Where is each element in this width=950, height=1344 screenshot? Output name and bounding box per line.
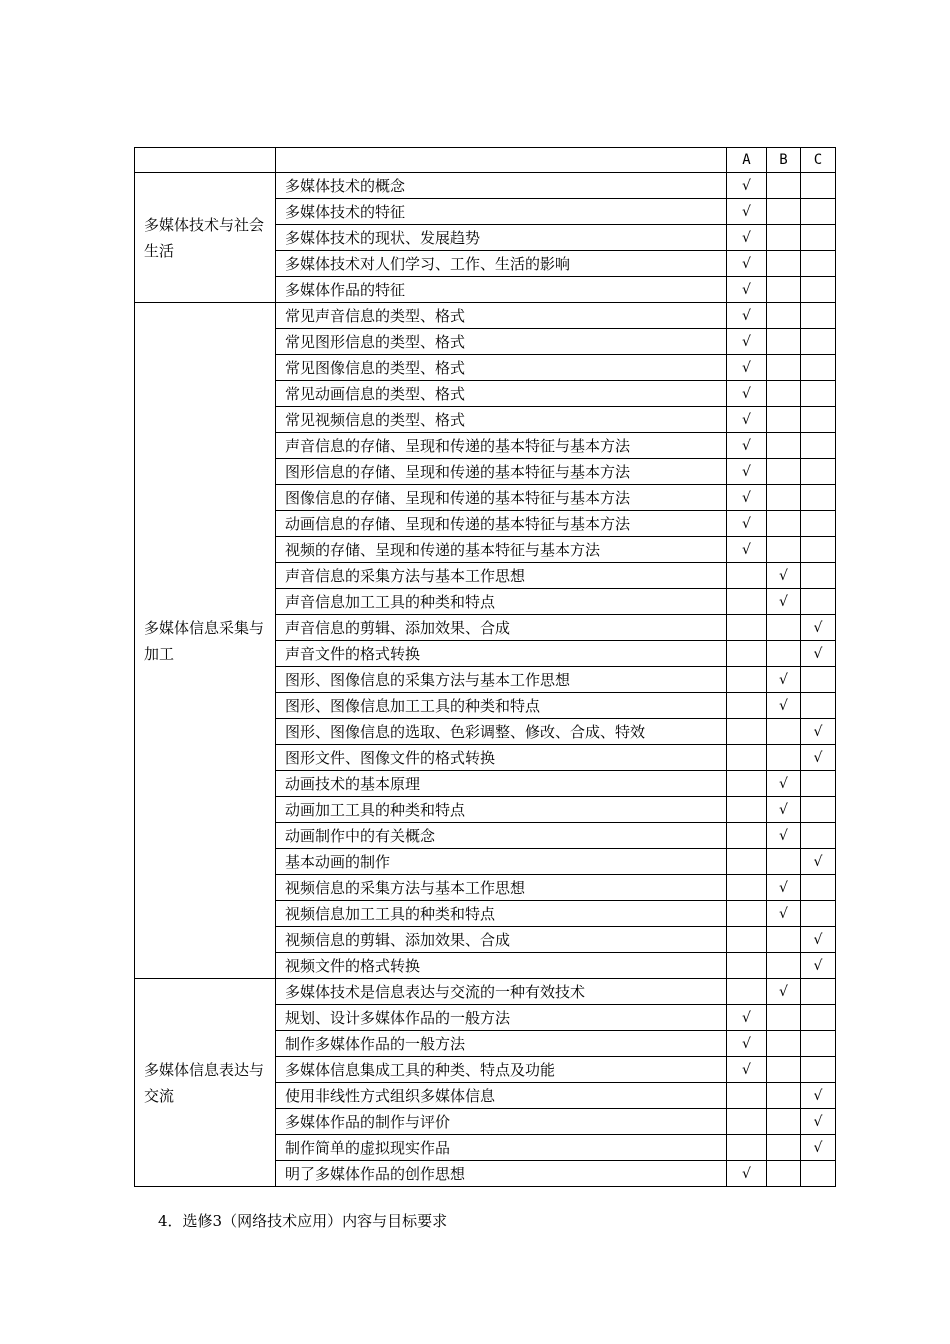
check-mark-icon: √ — [779, 827, 788, 844]
level-a-cell — [727, 1109, 767, 1135]
item-cell: 声音信息的剪辑、添加效果、合成 — [276, 615, 727, 641]
level-b-cell — [767, 1005, 801, 1031]
level-b-cell — [767, 355, 801, 381]
item-cell: 声音信息的存储、呈现和传递的基本特征与基本方法 — [276, 433, 727, 459]
check-mark-icon: √ — [742, 411, 751, 428]
level-b-cell — [767, 1135, 801, 1161]
check-mark-icon: √ — [742, 333, 751, 350]
level-c-cell — [801, 693, 836, 719]
item-cell: 声音信息的采集方法与基本工作思想 — [276, 563, 727, 589]
item-cell: 明了多媒体作品的创作思想 — [276, 1161, 727, 1187]
item-cell: 视频信息加工工具的种类和特点 — [276, 901, 727, 927]
check-mark-icon: √ — [813, 931, 823, 948]
level-b-cell — [767, 693, 801, 719]
check-mark-icon: √ — [742, 203, 751, 220]
level-a-cell — [727, 433, 767, 459]
level-c-cell — [801, 459, 836, 485]
level-b-cell — [767, 1161, 801, 1187]
level-c-cell — [801, 1109, 836, 1135]
level-a-cell — [727, 355, 767, 381]
level-b-cell — [767, 615, 801, 641]
level-a-cell — [727, 329, 767, 355]
level-b-cell — [767, 251, 801, 277]
level-b-cell — [767, 771, 801, 797]
level-a-cell — [727, 1031, 767, 1057]
level-a-cell — [727, 537, 767, 563]
level-a-cell — [727, 1161, 767, 1187]
level-c-cell — [801, 849, 836, 875]
table-header-row — [135, 148, 836, 173]
level-b-cell — [767, 927, 801, 953]
item-cell: 多媒体信息集成工具的种类、特点及功能 — [276, 1057, 727, 1083]
level-b-cell — [767, 199, 801, 225]
level-a-cell — [727, 667, 767, 693]
level-c-cell — [801, 953, 836, 979]
item-cell: 图像信息的存储、呈现和传递的基本特征与基本方法 — [276, 485, 727, 511]
item-cell: 图形、图像信息的采集方法与基本工作思想 — [276, 667, 727, 693]
check-mark-icon: √ — [742, 437, 751, 454]
check-mark-icon: √ — [742, 359, 751, 376]
level-a-cell — [727, 615, 767, 641]
item-cell: 多媒体技术是信息表达与交流的一种有效技术 — [276, 979, 727, 1005]
level-a-cell — [727, 875, 767, 901]
level-a-cell — [727, 459, 767, 485]
check-mark-icon: √ — [742, 515, 751, 532]
level-b-cell — [767, 589, 801, 615]
group-title: 多媒体信息表达与交流 — [135, 979, 276, 1187]
item-cell: 规划、设计多媒体作品的一般方法 — [276, 1005, 727, 1031]
level-a-cell — [727, 979, 767, 1005]
level-b-cell — [767, 563, 801, 589]
check-mark-icon: √ — [742, 1009, 751, 1026]
check-mark-icon: √ — [779, 775, 788, 792]
level-b-cell — [767, 381, 801, 407]
level-b-cell — [767, 901, 801, 927]
level-a-cell — [727, 823, 767, 849]
item-cell: 常见声音信息的类型、格式 — [276, 303, 727, 329]
item-cell: 常见视频信息的类型、格式 — [276, 407, 727, 433]
check-mark-icon: √ — [813, 1087, 823, 1104]
item-cell: 图形信息的存储、呈现和传递的基本特征与基本方法 — [276, 459, 727, 485]
check-mark-icon: √ — [779, 905, 788, 922]
check-mark-icon: √ — [742, 307, 751, 324]
level-a-cell — [727, 641, 767, 667]
level-a-cell — [727, 199, 767, 225]
level-a-cell — [727, 1005, 767, 1031]
level-a-cell — [727, 173, 767, 199]
item-cell: 视频信息的剪辑、添加效果、合成 — [276, 927, 727, 953]
level-a-cell — [727, 901, 767, 927]
level-b-cell — [767, 1083, 801, 1109]
level-c-cell — [801, 433, 836, 459]
level-c-cell — [801, 875, 836, 901]
item-cell: 多媒体技术对人们学习、工作、生活的影响 — [276, 251, 727, 277]
item-cell: 动画制作中的有关概念 — [276, 823, 727, 849]
level-c-cell — [801, 823, 836, 849]
item-cell: 常见图像信息的类型、格式 — [276, 355, 727, 381]
check-mark-icon: √ — [742, 489, 751, 506]
item-cell: 图形文件、图像文件的格式转换 — [276, 745, 727, 771]
item-cell: 视频文件的格式转换 — [276, 953, 727, 979]
level-c-cell — [801, 1083, 836, 1109]
level-c-cell — [801, 589, 836, 615]
level-c-cell — [801, 615, 836, 641]
table-row — [135, 979, 836, 1005]
check-mark-icon: √ — [742, 177, 751, 194]
level-c-cell — [801, 771, 836, 797]
level-a-cell — [727, 1083, 767, 1109]
level-c-cell — [801, 511, 836, 537]
check-mark-icon: √ — [779, 801, 788, 818]
level-c-cell — [801, 901, 836, 927]
level-b-cell — [767, 719, 801, 745]
table-body — [135, 148, 836, 1187]
item-cell: 常见图形信息的类型、格式 — [276, 329, 727, 355]
item-cell: 动画信息的存储、呈现和传递的基本特征与基本方法 — [276, 511, 727, 537]
check-mark-icon: √ — [742, 229, 751, 246]
level-a-cell — [727, 693, 767, 719]
level-b-cell — [767, 459, 801, 485]
item-cell: 多媒体作品的特征 — [276, 277, 727, 303]
level-c-cell — [801, 979, 836, 1005]
group-title: 多媒体信息采集与加工 — [135, 303, 276, 979]
item-cell: 基本动画的制作 — [276, 849, 727, 875]
level-a-cell — [727, 485, 767, 511]
level-c-cell — [801, 329, 836, 355]
level-b-cell — [767, 823, 801, 849]
check-mark-icon: √ — [742, 1035, 751, 1052]
level-b-cell — [767, 953, 801, 979]
level-b-cell — [767, 875, 801, 901]
check-mark-icon: √ — [813, 957, 823, 974]
check-mark-icon: √ — [742, 281, 751, 298]
level-a-cell — [727, 563, 767, 589]
level-c-cell — [801, 1161, 836, 1187]
level-a-cell — [727, 849, 767, 875]
level-b-cell — [767, 329, 801, 355]
level-c-cell — [801, 667, 836, 693]
item-cell: 多媒体作品的制作与评价 — [276, 1109, 727, 1135]
check-mark-icon: √ — [742, 1061, 751, 1078]
item-cell: 多媒体技术的特征 — [276, 199, 727, 225]
level-c-cell — [801, 745, 836, 771]
level-c-cell — [801, 719, 836, 745]
item-cell: 动画加工工具的种类和特点 — [276, 797, 727, 823]
level-c-cell — [801, 1005, 836, 1031]
level-c-cell — [801, 173, 836, 199]
header-a: A — [727, 148, 767, 173]
header-group — [135, 148, 276, 173]
requirements-table — [134, 147, 836, 1187]
level-b-cell — [767, 277, 801, 303]
check-mark-icon: √ — [742, 255, 751, 272]
level-a-cell — [727, 589, 767, 615]
check-mark-icon: √ — [813, 645, 823, 662]
check-mark-icon: √ — [813, 1113, 823, 1130]
level-a-cell — [727, 745, 767, 771]
check-mark-icon: √ — [742, 541, 751, 558]
item-cell: 制作多媒体作品的一般方法 — [276, 1031, 727, 1057]
check-mark-icon: √ — [779, 879, 788, 896]
item-cell: 多媒体技术的概念 — [276, 173, 727, 199]
level-c-cell — [801, 225, 836, 251]
level-a-cell — [727, 381, 767, 407]
level-b-cell — [767, 433, 801, 459]
level-b-cell — [767, 303, 801, 329]
level-c-cell — [801, 641, 836, 667]
level-a-cell — [727, 303, 767, 329]
level-c-cell — [801, 485, 836, 511]
level-b-cell — [767, 511, 801, 537]
level-b-cell — [767, 407, 801, 433]
item-cell: 图形、图像信息加工工具的种类和特点 — [276, 693, 727, 719]
level-b-cell — [767, 849, 801, 875]
level-a-cell — [727, 511, 767, 537]
check-mark-icon: √ — [813, 619, 823, 636]
level-b-cell — [767, 1057, 801, 1083]
level-c-cell — [801, 251, 836, 277]
level-a-cell — [727, 407, 767, 433]
level-a-cell — [727, 771, 767, 797]
check-mark-icon: √ — [813, 1139, 823, 1156]
level-b-cell — [767, 979, 801, 1005]
level-b-cell — [767, 641, 801, 667]
level-c-cell — [801, 1135, 836, 1161]
header-c: C — [801, 148, 836, 173]
level-b-cell — [767, 1109, 801, 1135]
check-mark-icon: √ — [813, 853, 823, 870]
level-a-cell — [727, 953, 767, 979]
level-c-cell — [801, 407, 836, 433]
level-a-cell — [727, 719, 767, 745]
level-c-cell — [801, 537, 836, 563]
level-c-cell — [801, 927, 836, 953]
level-b-cell — [767, 745, 801, 771]
item-cell: 视频信息的采集方法与基本工作思想 — [276, 875, 727, 901]
level-b-cell — [767, 485, 801, 511]
level-a-cell — [727, 225, 767, 251]
level-c-cell — [801, 797, 836, 823]
item-cell: 声音文件的格式转换 — [276, 641, 727, 667]
level-b-cell — [767, 173, 801, 199]
item-cell: 声音信息加工工具的种类和特点 — [276, 589, 727, 615]
level-c-cell — [801, 355, 836, 381]
level-b-cell — [767, 537, 801, 563]
level-c-cell — [801, 563, 836, 589]
item-cell: 视频的存储、呈现和传递的基本特征与基本方法 — [276, 537, 727, 563]
level-b-cell — [767, 797, 801, 823]
level-b-cell — [767, 225, 801, 251]
item-cell: 多媒体技术的现状、发展趋势 — [276, 225, 727, 251]
level-a-cell — [727, 927, 767, 953]
table-row — [135, 173, 836, 199]
item-cell: 图形、图像信息的选取、色彩调整、修改、合成、特效 — [276, 719, 727, 745]
level-a-cell — [727, 1057, 767, 1083]
level-a-cell — [727, 251, 767, 277]
level-b-cell — [767, 667, 801, 693]
check-mark-icon: √ — [779, 593, 788, 610]
check-mark-icon: √ — [813, 723, 823, 740]
item-cell: 制作简单的虚拟现实作品 — [276, 1135, 727, 1161]
check-mark-icon: √ — [813, 749, 823, 766]
item-cell: 常见动画信息的类型、格式 — [276, 381, 727, 407]
level-c-cell — [801, 303, 836, 329]
check-mark-icon: √ — [742, 1165, 751, 1182]
header-b: B — [767, 148, 801, 173]
check-mark-icon: √ — [779, 697, 788, 714]
check-mark-icon: √ — [779, 983, 788, 1000]
check-mark-icon: √ — [779, 567, 788, 584]
level-a-cell — [727, 1135, 767, 1161]
header-item — [276, 148, 727, 173]
section-heading: 4．选修3（网络技术应用）内容与目标要求 — [158, 1212, 448, 1230]
group-title: 多媒体技术与社会生活 — [135, 173, 276, 303]
level-a-cell — [727, 797, 767, 823]
check-mark-icon: √ — [742, 463, 751, 480]
level-a-cell — [727, 277, 767, 303]
check-mark-icon: √ — [779, 671, 788, 688]
level-c-cell — [801, 1031, 836, 1057]
level-c-cell — [801, 277, 836, 303]
level-c-cell — [801, 1057, 836, 1083]
item-cell: 动画技术的基本原理 — [276, 771, 727, 797]
level-c-cell — [801, 381, 836, 407]
check-mark-icon: √ — [742, 385, 751, 402]
table-row — [135, 303, 836, 329]
level-c-cell — [801, 199, 836, 225]
level-b-cell — [767, 1031, 801, 1057]
item-cell: 使用非线性方式组织多媒体信息 — [276, 1083, 727, 1109]
